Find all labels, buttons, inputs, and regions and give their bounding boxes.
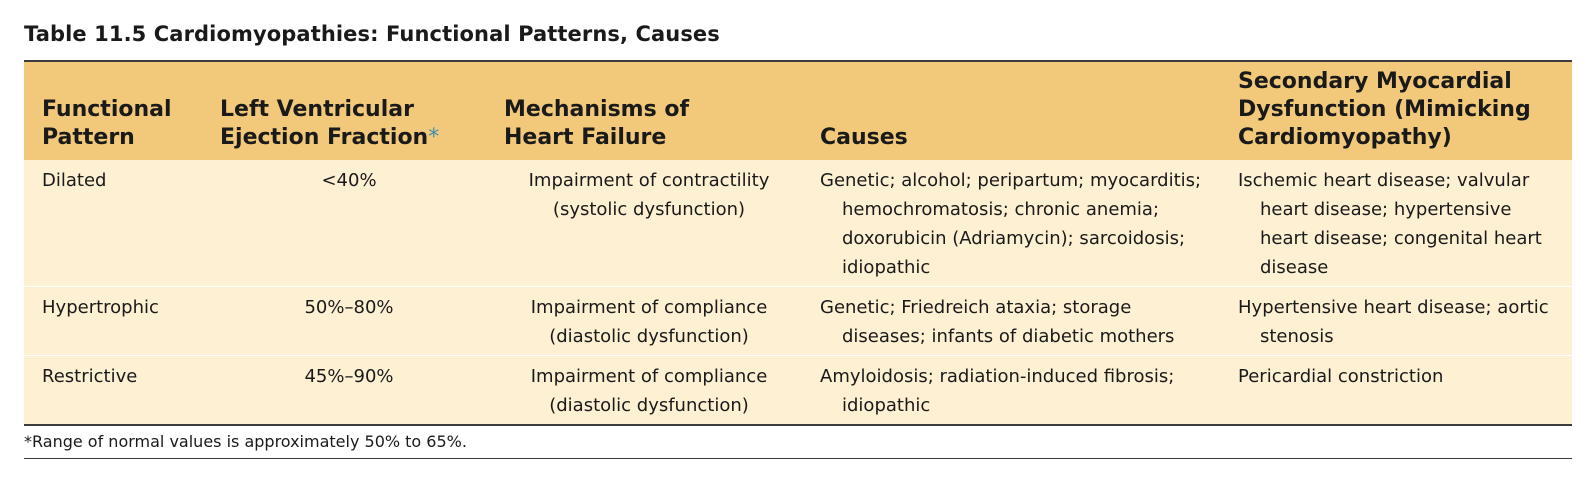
cell-lvef: <40% (202, 160, 486, 287)
cell-secondary: Ischemic heart disease; valvular heart disease; hypertensive heart disease; congenital heart disease (1220, 160, 1572, 287)
table-row-restrictive (24, 356, 1572, 425)
table-row-dilated (24, 160, 1572, 287)
header-functional-pattern: Functional Pattern (24, 62, 202, 160)
cell-causes: Amyloidosis; radiation-induced fibrosis; idiopathic (802, 356, 1220, 425)
table-container (24, 60, 1572, 459)
cell-causes: Genetic; alcohol; peripartum; myocarditis; hemochromatosis; chronic anemia; doxorubicin (Adriamycin); sarcoidosis; idiopathic (802, 160, 1220, 287)
table-title: Table 11.5 Cardiomyopathies: Functional Patterns, Causes (24, 22, 720, 46)
table-row-hypertrophic (24, 287, 1572, 356)
cell-secondary: Pericardial constriction (1220, 356, 1572, 425)
header-secondary: Secondary Myocardial Dysfunction (Mimicking Cardiomyopathy) (1220, 62, 1572, 160)
footnote-marker: * (428, 125, 440, 150)
cell-mechanism: Impairment of compliance (diastolic dysfunction) (486, 356, 802, 425)
header-lvef: Left Ventricular Ejection Fraction* (202, 62, 486, 160)
header-causes: Causes (802, 62, 1220, 160)
cardiomyopathy-table (24, 62, 1572, 424)
cell-mechanism: Impairment of compliance (diastolic dysfunction) (486, 287, 802, 356)
cell-causes: Genetic; Friedreich ataxia; storage diseases; infants of diabetic mothers (802, 287, 1220, 356)
cell-pattern: Restrictive (24, 356, 202, 425)
footnote-rule (24, 458, 1572, 460)
cell-pattern: Hypertrophic (24, 287, 202, 356)
cell-pattern: Dilated (24, 160, 202, 287)
cell-mechanism: Impairment of contractility (systolic dysfunction) (486, 160, 802, 287)
header-row (24, 62, 1572, 160)
cell-lvef: 50%–80% (202, 287, 486, 356)
cell-secondary: Hypertensive heart disease; aortic stenosis (1220, 287, 1572, 356)
cell-lvef: 45%–90% (202, 356, 486, 425)
footnote: *Range of normal values is approximately 50% to 65%. (24, 431, 467, 451)
header-mechanisms: Mechanisms of Heart Failure (486, 62, 802, 160)
